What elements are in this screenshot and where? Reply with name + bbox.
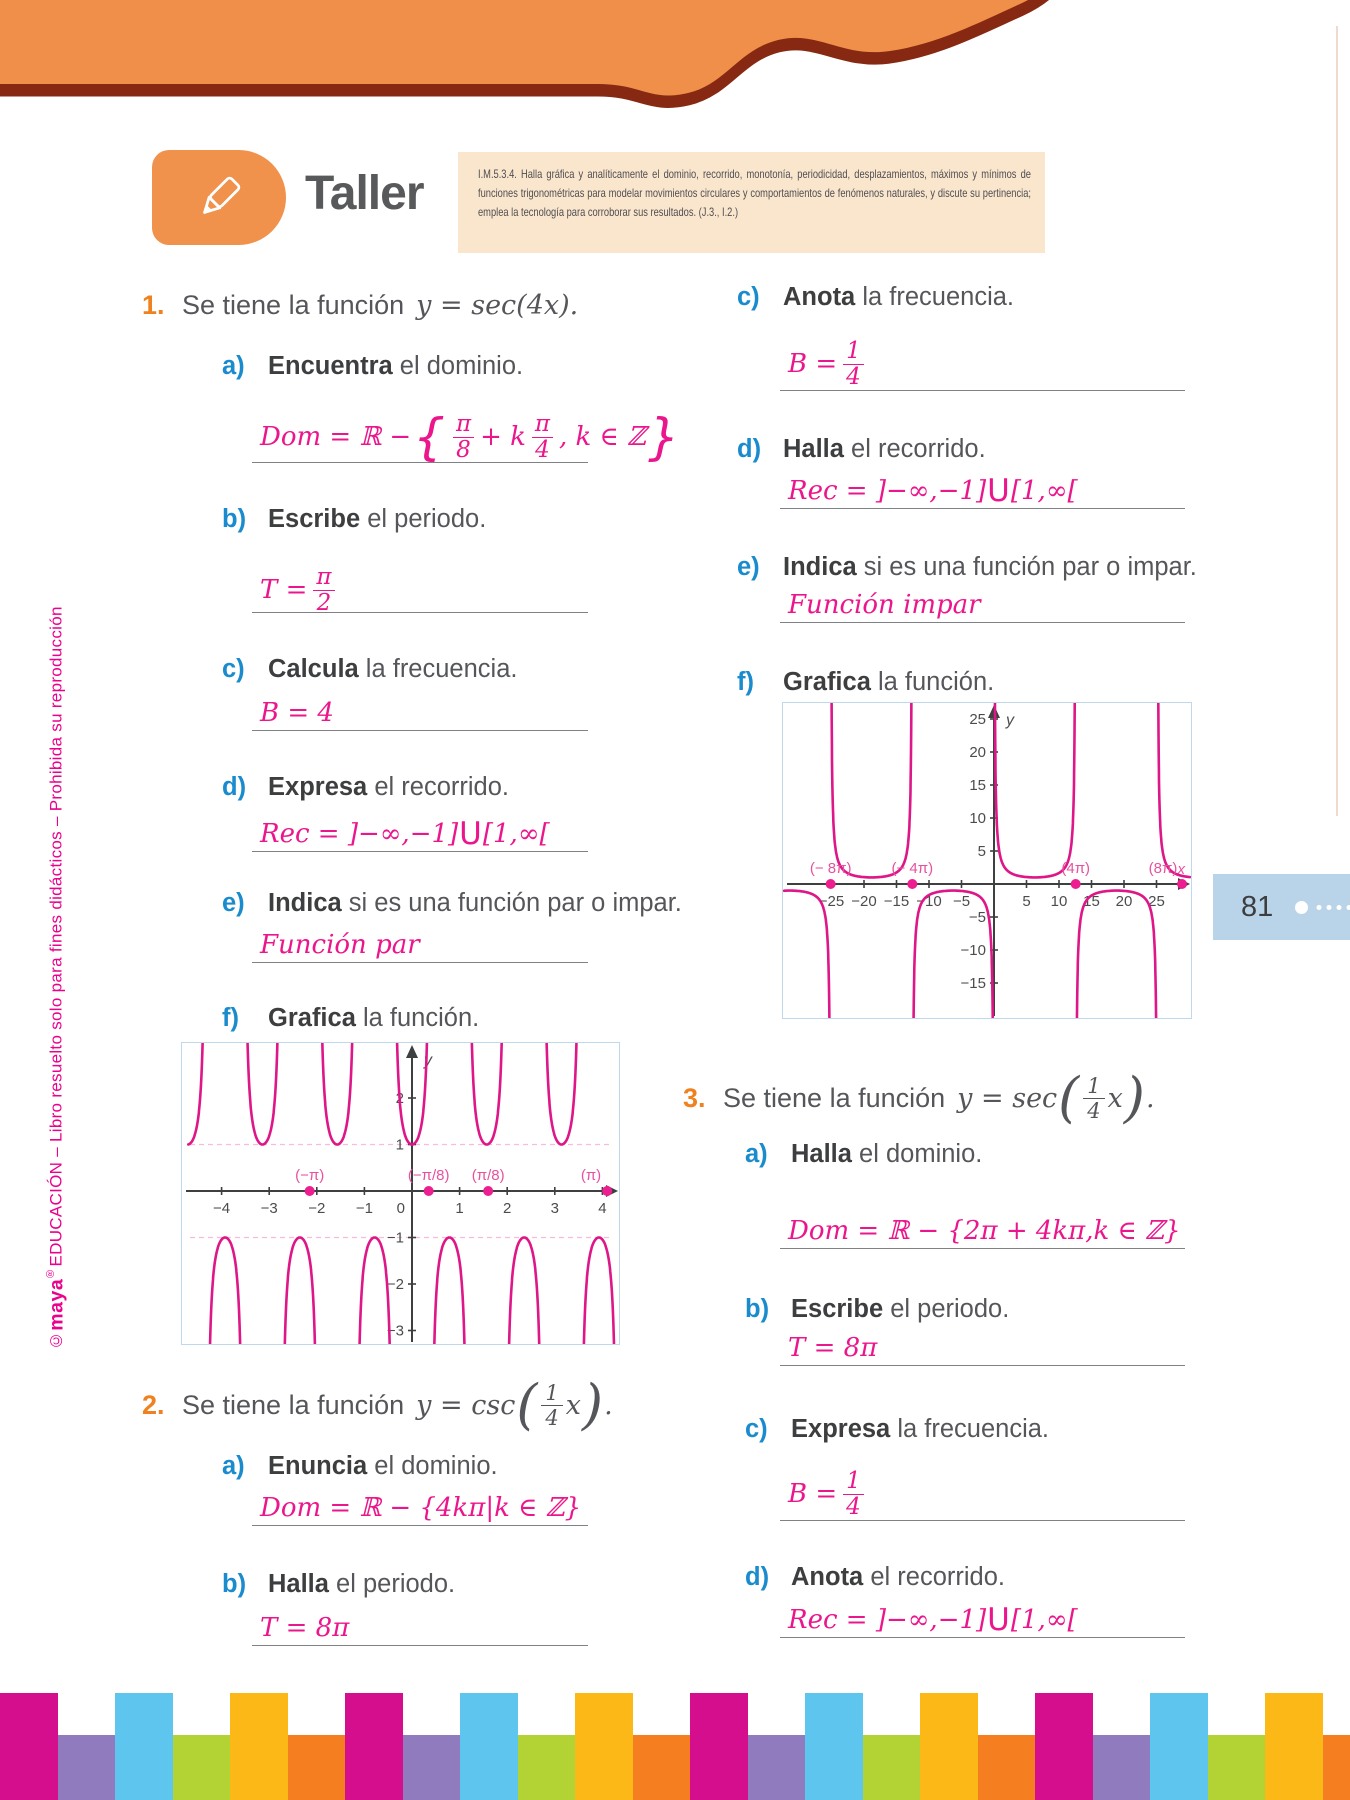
- answer-text: Rec = ]−∞,−1]: [260, 819, 459, 849]
- answer-line-2b: [252, 1611, 588, 1646]
- answer-text: T =: [260, 575, 308, 605]
- svg-text:25: 25: [969, 711, 986, 728]
- answer-text: [1,∞[: [482, 819, 550, 849]
- part-text: el dominio.: [851, 1140, 983, 1168]
- standards-box: [458, 152, 1045, 253]
- part-verb: Anota: [783, 283, 856, 311]
- function-graph-sec4x: [181, 1042, 620, 1345]
- part-text: la función.: [870, 668, 995, 696]
- part-verb: Escribe: [268, 505, 361, 533]
- footer-bar: [863, 1735, 921, 1800]
- part-2c: [737, 283, 1014, 312]
- part-2f: [737, 668, 994, 697]
- part-verb: Encuentra: [268, 352, 393, 380]
- svg-text:4: 4: [598, 1200, 607, 1217]
- union-symbol: U: [987, 1602, 1010, 1638]
- answer-text: Dom = ℝ − {2π + 4kπ,k ∈ ℤ}: [788, 1216, 1181, 1246]
- svg-text:y: y: [424, 1052, 432, 1069]
- part-verb: Calcula: [268, 655, 359, 683]
- svg-text:x: x: [1177, 861, 1185, 878]
- part-text: el periodo.: [360, 505, 487, 533]
- svg-text:(4π): (4π): [1061, 860, 1091, 877]
- footer-bar: [1093, 1735, 1151, 1800]
- footer-bar: [1035, 1693, 1093, 1800]
- part-text: el periodo.: [328, 1570, 456, 1598]
- answer-line-2c: [780, 338, 1185, 391]
- footer-bar: [1265, 1693, 1323, 1800]
- registered-symbol: ®: [44, 1266, 56, 1279]
- union-symbol: U: [459, 816, 482, 852]
- fraction: $\frac{\pi}{2}$: [313, 565, 334, 614]
- part-1e: [222, 889, 682, 918]
- part-text: si es una función par o impar.: [856, 553, 1197, 581]
- part-label: c): [745, 1415, 768, 1443]
- part-text: el periodo.: [883, 1295, 1010, 1323]
- brace: }: [648, 408, 680, 466]
- svg-text:0: 0: [396, 1200, 405, 1217]
- svg-text:(π/8): (π/8): [471, 1167, 505, 1184]
- part-text: el recorrido.: [367, 773, 509, 801]
- svg-text:10: 10: [969, 810, 986, 827]
- svg-text:−20: −20: [851, 893, 877, 910]
- dot-icon: [1295, 901, 1308, 914]
- svg-text:(−π/8): (−π/8): [407, 1167, 450, 1184]
- paren: ): [1123, 1066, 1145, 1130]
- answer-line-1e: [252, 928, 588, 963]
- union-symbol: U: [987, 473, 1010, 509]
- fraction: 1 4: [541, 1381, 562, 1428]
- footer-bar: [345, 1693, 403, 1800]
- svg-text:−4: −4: [213, 1200, 231, 1217]
- fraction: $\frac{1}{4}$: [843, 1469, 864, 1518]
- answer-text: , k ∈ ℤ: [559, 422, 647, 452]
- footer-bar: [173, 1735, 231, 1800]
- answer-text: Función impar: [788, 590, 981, 620]
- svg-text:−15: −15: [960, 975, 986, 992]
- svg-text:3: 3: [550, 1200, 559, 1217]
- footer-bar: [633, 1735, 691, 1800]
- part-text: la frecuencia.: [890, 1415, 1050, 1443]
- answer-line-3c: [780, 1468, 1185, 1521]
- part-label: a): [222, 352, 245, 380]
- svg-text:−1: −1: [386, 1229, 404, 1247]
- footer-bar: [920, 1693, 978, 1800]
- taller-badge: [152, 150, 286, 245]
- svg-text:−2: −2: [386, 1276, 404, 1293]
- answer-line-3b: [780, 1331, 1185, 1366]
- footer-bar: [230, 1693, 288, 1800]
- part-3a: [745, 1140, 982, 1169]
- answer-line-1d: [252, 817, 588, 852]
- part-verb: Expresa: [791, 1415, 891, 1443]
- svg-text:−5: −5: [968, 909, 986, 926]
- part-verb: Grafica: [783, 668, 871, 696]
- answer-text: Rec = ]−∞,−1]: [788, 1605, 987, 1635]
- svg-text:5: 5: [977, 843, 986, 860]
- svg-text:15: 15: [1083, 893, 1100, 910]
- pencil-icon: [189, 168, 249, 228]
- answer-line-3a: [780, 1214, 1185, 1249]
- part-text: el dominio.: [367, 1452, 498, 1480]
- part-label: c): [222, 655, 245, 683]
- footer-bar: [288, 1735, 346, 1800]
- part-1f: [222, 1004, 479, 1033]
- part-label: f): [737, 668, 754, 696]
- svg-text:−2: −2: [308, 1200, 326, 1217]
- answer-text: Dom = ℝ − {4kπ|k ∈ ℤ}: [260, 1493, 582, 1523]
- part-label: b): [222, 1570, 247, 1598]
- part-2b: [222, 1570, 455, 1599]
- part-verb: Halla: [791, 1140, 852, 1168]
- part-verb: Indica: [783, 553, 857, 581]
- part-verb: Indica: [268, 889, 342, 917]
- part-label: c): [737, 283, 760, 311]
- part-1d: [222, 773, 509, 802]
- sidebar-copyright: [44, 438, 69, 1518]
- answer-text: [1,∞[: [1010, 476, 1078, 506]
- part-1a: [222, 352, 523, 381]
- footer-bar: [115, 1693, 173, 1800]
- svg-text:1: 1: [395, 1136, 404, 1154]
- footer-bar: [1323, 1735, 1350, 1800]
- exercise-formula: y = csc ( 1 4 x ) .: [416, 1373, 613, 1437]
- answer-text: B =: [788, 1479, 838, 1509]
- svg-text:20: 20: [1115, 893, 1133, 910]
- part-verb: Halla: [268, 1570, 329, 1598]
- answer-line-2e: [780, 588, 1185, 623]
- answer-text: + k: [480, 422, 526, 452]
- svg-text:−10: −10: [916, 893, 942, 910]
- fraction: $\frac{\pi}{4}$: [532, 412, 553, 461]
- exercise-intro: Se tiene la función: [723, 1082, 946, 1113]
- footer-bar: [978, 1735, 1036, 1800]
- function-graph-csc-quarter: [782, 702, 1192, 1019]
- fraction: $\frac{1}{4}$: [843, 339, 864, 388]
- page-number: 81: [1241, 890, 1274, 923]
- answer-line-1c: [252, 696, 588, 731]
- part-text: el recorrido.: [843, 435, 986, 463]
- part-text: el dominio.: [392, 352, 524, 380]
- part-label: f): [222, 1004, 239, 1032]
- part-3c: [745, 1415, 1049, 1444]
- part-1c: [222, 655, 517, 684]
- footer-bar: [690, 1693, 748, 1800]
- brand-name: maya: [45, 1278, 68, 1331]
- answer-line-3d: [780, 1603, 1185, 1638]
- answer-text: B =: [788, 349, 838, 379]
- footer-bar: [0, 1693, 58, 1800]
- svg-text:15: 15: [969, 777, 986, 794]
- svg-text:2: 2: [395, 1090, 404, 1107]
- footer-bar: [805, 1693, 863, 1800]
- footer-bar: [748, 1735, 806, 1800]
- exercise-intro: Se tiene la función: [182, 1389, 405, 1420]
- answer-text: Rec = ]−∞,−1]: [788, 476, 987, 506]
- footer-bar: [518, 1735, 576, 1800]
- part-2a: [222, 1452, 498, 1481]
- part-label: d): [737, 435, 762, 463]
- answer-text: [1,∞[: [1010, 1605, 1078, 1635]
- part-verb: Halla: [783, 435, 844, 463]
- part-text: la función.: [355, 1004, 480, 1032]
- svg-text:(π): (π): [580, 1167, 602, 1184]
- svg-text:10: 10: [1050, 893, 1068, 910]
- answer-text: T = 8π: [260, 1613, 350, 1643]
- part-label: a): [745, 1140, 768, 1168]
- footer-bar: [1208, 1735, 1266, 1800]
- part-label: e): [222, 889, 245, 917]
- exercise-number: 1.: [142, 289, 165, 320]
- svg-text:−10: −10: [960, 942, 986, 959]
- answer-text: Función par: [260, 930, 420, 960]
- part-text: la frecuencia.: [358, 655, 518, 683]
- part-2d: [737, 435, 986, 464]
- part-label: b): [745, 1295, 770, 1323]
- paren: (: [516, 1373, 538, 1437]
- part-text: si es una función par o impar.: [341, 889, 682, 917]
- answer-text: Dom = ℝ −: [260, 422, 412, 452]
- top-wave-decoration: [0, 0, 1350, 140]
- svg-text:1: 1: [455, 1200, 464, 1217]
- part-verb: Enuncia: [268, 1452, 368, 1480]
- exercise-number: 2.: [142, 1389, 165, 1420]
- answer-line-2d: [780, 474, 1185, 509]
- answer-line-1a: [252, 408, 680, 466]
- svg-text:2: 2: [503, 1200, 512, 1217]
- part-1b: [222, 505, 486, 534]
- svg-text:−15: −15: [883, 893, 910, 910]
- exercise-1-heading: [142, 288, 578, 322]
- part-3b: [745, 1295, 1009, 1324]
- fraction: 1 4: [1083, 1074, 1104, 1121]
- brace: {: [413, 408, 445, 466]
- svg-text:−3: −3: [260, 1200, 278, 1217]
- svg-text:(− 8π): (− 8π): [809, 860, 852, 877]
- part-text: el recorrido.: [863, 1563, 1005, 1591]
- exercise-2-heading: [142, 1373, 613, 1437]
- paren: (: [1058, 1066, 1080, 1130]
- svg-text:−5: −5: [952, 893, 971, 910]
- answer-line-2a: [252, 1491, 588, 1526]
- part-text: la frecuencia.: [855, 283, 1015, 311]
- chart-canvas: [182, 1043, 619, 1344]
- exercise-intro: Se tiene la función: [182, 289, 405, 320]
- fraction: $\frac{\pi}{8}$: [453, 412, 474, 461]
- part-3d: [745, 1563, 1005, 1592]
- part-2e: [737, 553, 1197, 582]
- dotted-leader: [1314, 905, 1350, 910]
- chart-canvas: [783, 703, 1191, 1018]
- svg-text:(8π): (8π): [1148, 860, 1178, 877]
- exercise-number: 3.: [683, 1082, 706, 1113]
- footer-bar: [1150, 1693, 1208, 1800]
- svg-text:(−π): (−π): [295, 1167, 325, 1184]
- svg-text:−25: −25: [818, 893, 845, 910]
- svg-text:y: y: [1006, 712, 1014, 729]
- footer-bar: [575, 1693, 633, 1800]
- part-verb: Expresa: [268, 773, 368, 801]
- part-label: a): [222, 1452, 245, 1480]
- svg-text:25: 25: [1148, 893, 1165, 910]
- svg-text:20: 20: [969, 744, 986, 761]
- part-label: b): [222, 505, 247, 533]
- paren: ): [582, 1373, 604, 1437]
- part-label: e): [737, 553, 760, 581]
- part-verb: Escribe: [791, 1295, 884, 1323]
- answer-text: B = 4: [260, 698, 334, 728]
- exercise-3-heading: [683, 1066, 1155, 1130]
- part-label: d): [745, 1563, 770, 1591]
- answer-line-1b: [252, 564, 588, 616]
- svg-text:5: 5: [1022, 893, 1031, 910]
- page-number-box: [1213, 874, 1350, 940]
- part-label: d): [222, 773, 247, 801]
- footer-bar: [403, 1735, 461, 1800]
- svg-text:−3: −3: [386, 1322, 404, 1340]
- standards-text: I.M.5.3.4. Halla gráfica y analíticamente el dominio, recorrido, monotonía, periodicidad, desplazamientos, máximos y mínimos de funciones trigonométricas para modelar movimientos circulares y comportamientos de fenómenos naturales, y discute su pertinencia; emplea la tecnología para corroborar sus resultados. (J.3., I.2.): [478, 167, 1031, 220]
- page-crease-line: [1336, 26, 1338, 816]
- footer-bar: [460, 1693, 518, 1800]
- part-verb: Grafica: [268, 1004, 356, 1032]
- svg-text:(− 4π): (− 4π): [891, 860, 934, 877]
- section-title: Taller: [305, 167, 424, 220]
- footer-bar: [58, 1735, 116, 1800]
- answer-text: T = 8π: [788, 1333, 878, 1363]
- copyright-text: EDUCACIÓN – Libro resuelto solo para fines didácticos – Prohibida su reproducción: [46, 606, 66, 1267]
- exercise-formula: y = sec(4x).: [416, 289, 579, 321]
- part-verb: Anota: [791, 1563, 864, 1591]
- exercise-formula: y = sec ( 1 4 x ) .: [957, 1066, 1155, 1130]
- svg-text:−1: −1: [355, 1200, 373, 1217]
- copyright-symbol: ©: [46, 1330, 66, 1350]
- footer-bars: [0, 1690, 1350, 1800]
